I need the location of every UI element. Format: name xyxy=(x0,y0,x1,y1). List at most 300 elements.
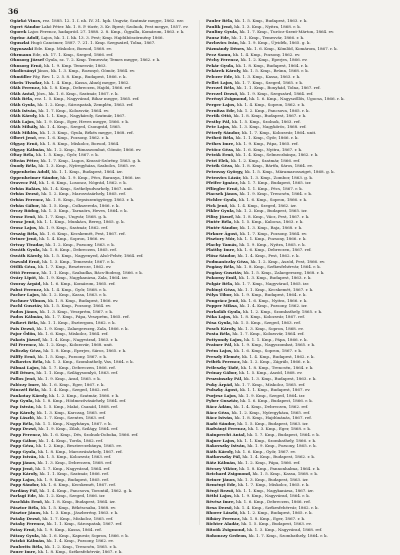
entry-name: Ortvay Tivadar, xyxy=(10,241,45,247)
entry-text: hk. 1. 7. Kmp., Pozsony, 1864. ev. xyxy=(238,230,307,236)
entry-name: Pikler Gyula, xyxy=(206,208,236,214)
entry-name: Pataky Ferencz, xyxy=(10,521,46,527)
entry-text: hk. 1. 7. Kmp., Pápa, Veszprém, 1865. ref. xyxy=(43,314,130,320)
entry-name: Pecz Samu, xyxy=(206,51,232,57)
entry-text: hk. 1. 7. Kmp., Szentes, 1863. ref. xyxy=(35,415,106,421)
entry-name: Páll Dénes, xyxy=(10,370,36,376)
entry-name: Purjesz Lajos, xyxy=(206,392,238,398)
entry-name: Rhorer László, xyxy=(206,510,239,516)
entry-name: Oláh Lajos, xyxy=(10,118,36,124)
entry-name: Pethes Imre, xyxy=(206,141,235,147)
entry-name: Pogány Béla, xyxy=(206,264,236,270)
entry-text: hk. 1. 9. Kmp., Nagyszombat, 1865. r. k. xyxy=(232,342,316,348)
entry-name: Pausz Ede, xyxy=(206,34,231,40)
entry-name: Pap László, xyxy=(10,415,36,421)
entry-text: hk. 1. 1. Kmp., Szilágysomlyó, 1863. ref. xyxy=(35,370,119,376)
entry-text: hk. 1. 2. Kmp., Nyíregyháza, 1865. ref. xyxy=(230,409,311,415)
entry-text: hk. 1. 1. Kmp., Esztergom, 1862. r. k. xyxy=(39,320,116,326)
entry-text: hk. 1. 8. Kmp., Debreczen, 1865. ref. xyxy=(41,247,117,253)
entry-name: Pruzsinszky Pál, xyxy=(206,376,243,381)
entry-text: hk. 1. 1. Kmp., Pápa, 1866. r. k. xyxy=(242,336,308,342)
entry-text: hk. 1. 7. Kmp., Turócz-Szent-Márton, 1864. ev. xyxy=(238,29,335,35)
entry-name: Ritoók Zsigmond, xyxy=(206,527,246,533)
entry-name: Olgyay Ernő, xyxy=(10,141,39,147)
entry-text: hk. 1. 9. Kmp., Nagykanizsa, Zala, 1864. izr. xyxy=(37,275,128,281)
entry-name: Pachner Vilmos, xyxy=(10,297,47,303)
entry-text: hk. 1. 8. Kmp., Bártfa, Sáros, 1864. ev. xyxy=(233,163,313,169)
entry-name: Paschkis Ernő, xyxy=(10,499,44,505)
entry-name: Pisztory Mór, xyxy=(206,236,236,242)
entry-text: hk. 1. 6. Kmp., Debreczen, 1866. ref. xyxy=(234,499,311,505)
entry-name: Reményi Ede, xyxy=(206,482,237,488)
entry-name: Preszly Elemér, xyxy=(206,353,241,359)
entry-text: hk. 1. 4. Kmp., Pozsony, 1862. ev. xyxy=(45,538,114,544)
entry-name: Orbán Gábor, xyxy=(10,202,41,208)
entry-name: Orbán Balázs, xyxy=(10,185,42,191)
entry-name: Pabst Ferencz, xyxy=(10,286,43,292)
entry-text: hk. 1. 8. Kmp., Budapest, 1864. izr. xyxy=(43,499,116,505)
entry-name: Pallos Jenő, xyxy=(10,376,37,381)
entry-name: Paulik Jenő, xyxy=(206,23,234,29)
entry-name: Ottó Ferencz, xyxy=(10,269,41,275)
entry-text: hk. 1. 4. Kmp., Torda, 1862. ref. xyxy=(37,437,104,443)
entry-text: hk. 1. 4. Kmp., Selmeczbánya, 1862. r. k. xyxy=(234,152,319,158)
entry-name: Prónay Gábor, xyxy=(206,370,238,376)
entry-name: Rácz Ádám, xyxy=(206,403,233,409)
entry-name: Olbert Jenő, xyxy=(10,135,38,141)
entry-text: hk. 1. 6. Kmp., Nyitra, 1866. r. k. xyxy=(239,297,308,303)
entry-name: Pesthy Pál, xyxy=(206,118,231,124)
entry-text: hk. 1. 7. Kmp., Lugos, Krassó-Szörény, 1863. g. k. xyxy=(39,157,142,163)
entry-text: hk. 1. 4. Kmp., Szeged, 1862. izr. xyxy=(228,202,297,208)
entry-text: hk. 1. 8. Kmp., Hódmezővásárhely, 1864. ref. xyxy=(33,398,127,404)
entry-text: hk. 1. 3. Kmp., Gyula, Békés megye, 1868. ref. xyxy=(38,129,134,135)
entry-name: Pete Lajos, xyxy=(206,124,231,130)
entry-name: Pásztor Béla, xyxy=(10,504,40,510)
entry-name: Petrovics Lázár, xyxy=(206,174,242,180)
entry-text: hk. 1. 4. Kmp., Sopron, 1866. ev. xyxy=(37,236,106,242)
entry-text: hk. 1. 2. Kmp., Trencsén, 1865. r. k. xyxy=(43,543,118,549)
entry-name: Puky Árpád, xyxy=(206,381,234,387)
entry-text: hk. 1. 8. Kmp., Sepsiszentgyörgy, 1863. r. k. xyxy=(44,197,135,202)
entry-text: hk. 1. 6. Kmp., Miskolcz, 1864. ref. xyxy=(36,331,109,337)
entry-name: Petri Elek, xyxy=(206,157,230,163)
entry-text: hk. 1. 4. Kmp., Kassa, Abaúj megye, 1862. xyxy=(42,79,130,85)
entry-text: hk. 1. 9. Kmp., Zilah, Szilágy, 1864. ref. xyxy=(37,426,119,432)
entry-text: hk. 1. 3. Kmp., Nagyvárad, 1868. ref. xyxy=(245,527,323,533)
entry-text: hk. 1. 9. Kmp., Pécs, Baranya, 1866. izr. xyxy=(59,174,141,180)
entry-text: hk. 1. 9. Kmp., Kassa, 1864. ref. xyxy=(35,527,102,533)
entry-name: Pokorny Emil, xyxy=(206,275,238,281)
entry-name: Podmaniczky Géza, xyxy=(206,258,250,264)
entry-name: Prileszky Tádé, xyxy=(206,364,240,370)
entry-name: Rajner Lajos, xyxy=(206,437,236,443)
entry-name: Ortner Jenő, xyxy=(10,236,38,242)
entry-text: Lajos, hk. 1. I. hk. 13. 3. Pest; Kmp. Hajdúböszörmény 1866. xyxy=(39,34,164,40)
entry-text: hk. 1. 7. Kmp., Kolozsvár, 1864. ev. xyxy=(37,107,110,113)
entry-text: hk. 1. 8. Kmp., Vácz, Pest, 1867. r. k. xyxy=(234,213,310,219)
entry-text: hk. 1. 2. Kmp., Aszód, Pest, 1866. ev. xyxy=(249,258,325,264)
entry-name: Parlagi Ede, xyxy=(10,493,38,499)
entry-name: Posch Károly, xyxy=(206,325,237,331)
entry-name: Oláh Miklós, xyxy=(10,129,39,135)
entry-text: hk. 1. 9. Kmp., Budapest, 1864. r. k. xyxy=(232,292,307,298)
entry-text: hk. 1. 2. Kmp., Szatmár, 1866. ref. xyxy=(229,157,301,163)
entry-text: hk. 1. 8. Kmp., Székesfehérvár, 1864. r. k. xyxy=(235,264,321,270)
entry-text: hk. 1. 8. Kmp., Pannonhalma, 1864. r. k. xyxy=(237,465,321,471)
entry-name: Radó Sándor, xyxy=(206,420,237,426)
entry-name: Petőcz Géza, xyxy=(206,146,235,152)
entry-text: hk. 1. 2. Kmp., Zágráb, 1866. r. k. xyxy=(241,359,311,365)
entry-name: Pásztor János, xyxy=(10,510,42,516)
entry-text: hk. 1. 1. Kmp., Nagykanizsa, 1867. izr. xyxy=(234,487,314,493)
entry-name: Okolicsányi xyxy=(10,68,37,74)
entry-name: Porkoláb Gyula, xyxy=(206,308,242,314)
entry-text: hk. 1. 2. Kmp., Szatmár, 1866. r. k. xyxy=(47,392,120,398)
entry-text: Hugó Cancimer, 1887. 7. 21. 1. Kmp. Szegszárd, Tolna, 1867. xyxy=(29,40,156,46)
entry-text: hk. 1. 9. Kmp., Eger, Heves megye, 1866. r. k. xyxy=(35,118,130,124)
entry-name: Pálmai Lajos, xyxy=(10,364,40,370)
entry-text: hk. 1. 7. Kmp., Miskolcz, 1865. ref. xyxy=(41,515,114,521)
entry-name: Rácz Géza, xyxy=(206,409,231,415)
entry-text: hk. 1. 5. Kmp., Nagyenyed, Alsó-Fehér, 1864. ref. xyxy=(42,252,144,258)
entry-name: Pintér Béla, xyxy=(206,219,233,225)
entry-name: Pirkner Ágost, xyxy=(206,230,239,236)
entry-name: Paliczky Géza, xyxy=(10,348,42,354)
entry-name: Pellet Lajos, xyxy=(206,79,234,85)
entry-name: Oláh Mihály, xyxy=(10,124,39,130)
entry-text: rez. 1885. 12. 1. I. nh. IV. 31. hpk. Ungvár, Szatmár megye, 1862. ezr. xyxy=(41,18,184,23)
entry-text: hk. 1. 3. Kmp., Tarnaörs, Heves, 1864. r. k. xyxy=(39,208,128,214)
entry-name: Pyber Gusztáv, xyxy=(206,398,239,404)
entry-name: Péchy Ferencz, xyxy=(206,57,240,63)
entry-name: Perczel Béla, xyxy=(206,85,236,91)
entry-text: hk. 1. 8. Kmp., Marosvásárhely, 1867. ref. xyxy=(36,448,123,454)
entry-text: hk. 1. 8. Kmp., Budapest, 1864. r. k. xyxy=(234,62,309,68)
entry-text: hk. 1. 2. Kmp., Pápa, 1866. ref. xyxy=(236,459,301,465)
entry-name: Ozoray Árpád, xyxy=(10,280,42,286)
right-column xyxy=(206,18,394,538)
entry-text: hk. 1. 9. Kmp., Szegszárd, 1864. ref. xyxy=(238,90,314,96)
entry-name: Papp Jenő, xyxy=(10,465,34,471)
column-divider xyxy=(199,20,200,525)
entry-name: Pálffy Ernő, xyxy=(10,353,37,359)
entry-name: Olteán Péter, xyxy=(10,157,40,163)
entry-text: hk. 1. 7. Kmp., Miskolcz, 1865. ref. xyxy=(233,381,306,387)
entry-text: hk. 1. 1. Kmp., Kecskemét, 1867. r. k. xyxy=(236,286,314,292)
entry-text: hk. 1. 4. Kmp., Pancsova, Torontál, 1862. g. k. xyxy=(38,487,133,493)
entry-name: Ohnsorg József xyxy=(10,57,44,63)
entry-text: hk. 1. 1. Kmp., Győr, 1866. r. k. xyxy=(234,135,299,141)
entry-name: Pfliegler Ernő, xyxy=(206,185,239,191)
entry-text: hk. 1. 3. Kmp., Budapest, 1863. izr. xyxy=(236,476,309,482)
entry-text: hk. 1. 3. Kmp., Kassa, 1863. r. k. xyxy=(233,73,301,79)
entry-name: Rohonczy Gedeon, xyxy=(206,532,248,538)
entry-text: hk. 1. 7. Kmp., Budapest, 1865. izr. xyxy=(238,180,312,186)
entry-name: Révész Imre, xyxy=(206,499,235,505)
entry-text: hk. 1. 4. Kmp., Székesfehérvár, 1862. r. k. xyxy=(232,504,319,510)
entry-name: Papp István, xyxy=(10,454,38,460)
entry-name: Rácz István, xyxy=(206,415,234,421)
entry-name: Papp Gyula, xyxy=(10,448,37,454)
entry-name: Ogárkó Vincs, xyxy=(10,18,42,23)
entry-name: Oláh Gyula, xyxy=(10,101,37,107)
entry-text: hk. 1. 3. Kmp., Baja, 1868. r. k. xyxy=(238,224,303,230)
entry-name: Prainer Pál, xyxy=(206,342,233,348)
entry-text: hk. 1. 3. Kmp., Eger, 1868. r. k. xyxy=(246,426,312,432)
entry-name: Pick Jenő, xyxy=(206,202,229,208)
entry-name: Perger Lajos, xyxy=(206,101,236,107)
entry-text: hk. 1. 6. Kmp., Debreczen, 1867. ref. xyxy=(235,247,312,253)
entry-text: hk. 1. 1. Kmp., Munkács, Bereg, 1865. g. k. xyxy=(35,219,125,225)
entry-text: hk. 1. 3. Kmp., Temesvár, 1867. r. k. xyxy=(40,258,115,264)
entry-name: Ottlik Géza, xyxy=(10,264,37,270)
entry-text: hk. 1. 9. Kmp., Nagyvárad, 1864. r. k. xyxy=(232,493,310,499)
entry-text: hk. 1. 1. Kmp., Nagykároly, Szatmár, 1867. xyxy=(37,113,126,119)
entry-name: Pataky Dezső, xyxy=(10,515,42,521)
entry-name: Oszvald Ernő, xyxy=(10,258,41,264)
entry-name: Polgár Béla, xyxy=(206,280,234,286)
entry-text: hk. 1. 7. Kmp., Szeged, 1865. r. k. xyxy=(233,79,304,85)
entry-text: hk. 1. 8. Kmp., Hajdúnánás, 1867. ref. xyxy=(233,415,312,421)
entry-name: Polónyi Géza, xyxy=(206,286,237,292)
entry-text: hk. 1. 7. Kmp., Debreczen, 1866. ref. xyxy=(39,364,116,370)
entry-text: hk. 1. 6. Kmp., Eger, 1867. r. k. xyxy=(40,381,105,387)
entry-text: hk. 1. 4. Kmp., Szeged, Csongrád, 1865. xyxy=(38,124,122,130)
entry-text: hk. 1. 9. Kmp., Budapest, 1865. ref. xyxy=(35,476,109,482)
entry-text: hk. 1. 8. Kmp., Kolozsvár, 1867. ref. xyxy=(231,314,305,320)
entry-text: hk. 1. 4. Kmp., Győr, 1868. r. k. xyxy=(42,286,107,292)
entry-name: Palóczy Imre, xyxy=(10,381,41,387)
entry-text: hk. 1. 9. Kmp., Pápa, 1865. ref. xyxy=(234,141,299,147)
entry-name: Osváth Károly, xyxy=(10,252,43,258)
entry-name: Orosz Jenő, xyxy=(10,219,36,225)
entry-name: Pap Gyula, xyxy=(10,398,34,404)
entry-text: hk. 1. 5. Kmp., Pozsony, 1867. r. k. xyxy=(36,353,108,359)
entry-text: hk. 1. 5. Kmp., Szeged, 1863. ref. xyxy=(232,320,301,326)
entry-name: Pauliny Gyula, xyxy=(206,29,239,35)
entry-text: hk. 1. 2. Kmp., Kolozsvár, 1868. unit. xyxy=(37,342,114,348)
entry-text: hk. 1. 2. Kmp., Pancsova, 1865. r. k. xyxy=(235,107,310,113)
entry-text: hk. 1. 8. Kmp., Eperjes, Sáros, 1865. r. k. xyxy=(42,348,127,354)
entry-text: hk. 1. 6. Kmp., Nagyszőllős, Ugocsa, 1866. r. k. xyxy=(247,96,345,102)
entry-text: hk. 1. 5. Kmp., Szolnok, 1863. ref. xyxy=(230,118,301,124)
entry-text: hk. 1. 9. Kmp., Zalaegerszeg, Zala, 1866. r. k. xyxy=(35,325,129,331)
entry-name: Oláh Károly, xyxy=(10,113,38,119)
entry-name: Ohrmann xyxy=(10,51,32,57)
entry-text: hk. 1. 8. Kmp., Budapest, 1866. ev. xyxy=(46,297,119,303)
entry-text: hk. 1. 1. Kmp., Sárospatak, 1867. ref. xyxy=(45,521,123,527)
entry-name: Oláh Antal, xyxy=(10,90,36,96)
entry-name: Pfeifer Ignácz, xyxy=(206,180,239,186)
entry-text: hk. 1. 6. Kmp., Sopron, 1867. r. k. xyxy=(232,348,303,354)
entry-text: hk. 1. 6. Kmp., Kecskemét, Pest, 1867. ref. xyxy=(38,230,126,236)
entry-text: hk. 1. 2. Kmp., Beszterczebánya, 1865. ev. xyxy=(34,443,122,449)
entry-text: hk. 1. 1. Kmp., Szombathely, 1866. r. k. xyxy=(235,437,317,443)
entry-name: Pardány Pál, xyxy=(10,487,39,493)
entry-text: hk. 1. 3. Kmp., Szombathely, Vas, 1864. r. k. xyxy=(43,359,134,365)
entry-text: hk. 1. 7. Kmp., Ungvár, 1868. g. k. xyxy=(36,213,108,219)
entry-text: hk. 1. 5. Kmp., Csíkszereda, 1866. r. k. xyxy=(40,202,120,208)
entry-name: Pólya Tibor, xyxy=(206,292,233,298)
entry-name: Pauler Béla, xyxy=(206,18,234,23)
entry-name: Reichard Zsigmond, xyxy=(206,471,252,477)
entry-name: Ogorek xyxy=(10,29,27,35)
entry-text: hk. 1. 9. Kmp. Temesvár, 1863. xyxy=(42,62,107,68)
entry-text: hk. 1. 9. Kmp., Szatmár, 1862. ref. xyxy=(37,224,109,230)
entry-text: hk. 1. 1. Kmp., Pécs, 1867. r. k. xyxy=(238,185,303,191)
entry-name: Richter Aladár, xyxy=(206,521,240,527)
entry-name: Oláh Béla, xyxy=(10,96,34,102)
entry-name: Plósz Sándor, xyxy=(206,252,237,258)
entry-name: Réthi Lajos, xyxy=(206,493,233,499)
entry-name: Pacher Lajos, xyxy=(10,292,41,298)
entry-name: Perényi Zsigmond, xyxy=(206,96,248,102)
entry-name: Pottyondy Lajos, xyxy=(206,336,243,342)
entry-name: Pribék Ferencz, xyxy=(206,359,242,365)
entry-text: hk. 1. 4. Kmp., Budapest, 1862. r. k. xyxy=(241,454,316,460)
entry-name: Papp Gábor, xyxy=(10,437,38,443)
entry-name: Oláh István, xyxy=(10,107,38,113)
entry-name: Pados Kálmán, xyxy=(10,314,44,320)
entry-name: Ogert Sándor xyxy=(10,23,41,29)
entry-name: Pajor Ödön, xyxy=(10,331,37,337)
entry-text: hk. 1. 5. Kmp., Békéscsaba, 1868. ev. xyxy=(39,504,117,510)
entry-name: Oravecz Pál, xyxy=(10,180,38,186)
left-column xyxy=(10,18,198,555)
entry-name: Pánczél Béla, xyxy=(10,387,41,393)
entry-text: hk. 1. 2. Kmp., Rimaszombat, Gömör, 1866. ev. xyxy=(45,146,142,152)
entry-text: hk. 1. 7. Kmp., Szombathely, 1864. r. k. xyxy=(247,532,328,538)
entry-text: rez. 1. 6. Kmp., Pozsony, 1862. r. k. xyxy=(37,135,110,141)
entry-name: Posta Béla, xyxy=(206,331,232,337)
entry-name: Pap István, xyxy=(10,403,35,409)
entry-name: Pelczer Ede, xyxy=(206,73,234,79)
entry-name: Pakots József, xyxy=(10,336,42,342)
entry-name: Pachl Gusztáv, xyxy=(10,303,43,309)
entry-text: Lajos Ferencz, hadapród. 27. 1888. 2. 8. Kmp., Ógyalla, Komárom, 1863. r. k. xyxy=(26,29,185,35)
entry-text: hk. 1. 3. Kmp., Nyitra, 1868. r. k. xyxy=(233,23,301,29)
entry-name: Pavlovics Iván, xyxy=(206,40,240,46)
entry-name: Rakovszky István, xyxy=(206,443,247,449)
entry-name: Popper Miksa, xyxy=(206,303,239,309)
entry-name: Papp Géza, xyxy=(10,443,35,449)
entry-text: hk. 1. 1. Kmp., Nagybánya, 1867. r. k. xyxy=(33,420,112,426)
entry-text: hk. 1. 8. Kmp., Eger, 1867. r. k. xyxy=(240,515,306,521)
entry-name: Ónody Béla, xyxy=(10,163,38,169)
entry-name: Papp Károly, xyxy=(10,471,39,477)
entry-name: Pongrácz Jenő, xyxy=(206,297,240,303)
entry-text: hk. 1. 5. Kmp., Budapest, 1863. r. k. xyxy=(233,18,308,23)
entry-name: Ország Béla, xyxy=(10,230,39,236)
entry-name: Piacsek János, xyxy=(206,191,239,197)
entry-name: Pázmándy Dénes, xyxy=(206,45,246,51)
entry-text: rez. 1. 5. Kmp., Nagyvárad, Bihar megye, 1865. ref. xyxy=(33,96,140,102)
entry-name: Olgyay Kálmán, xyxy=(10,146,46,152)
entry-text: hk. 1. 4. Kmp., Debreczen, 1862. ref. xyxy=(232,403,309,409)
entry-name: Perczel Dezső, xyxy=(206,90,239,96)
entry-text: hk. 1. 2. Kmp., Szombathely, 1865. r. k. xyxy=(241,308,323,314)
entry-text: hk. 1. 5. Kmp., Budapest, 1863. izr. xyxy=(236,420,309,426)
entry-text: hk. 1. 5. Kmp., Makó, Csanád, 1868. ref. xyxy=(34,403,118,409)
entry-text: hk. 1. 6. Kmp., Nyitra, 1867. r. k. xyxy=(234,146,303,152)
entry-text: hk. 1. 2. Kmp., Kassa, 1863. r. k. xyxy=(40,292,107,298)
entry-text: hk. 1. 4. Kmp., Pozsony, 1862. ev. xyxy=(231,51,301,57)
entry-text: hk. 1. 7. Kmp., Kolozsvár, 1864. ref. xyxy=(231,331,305,337)
entry-text: hk. 1. 4. Kmp., Sopron, 1862. r. k. xyxy=(235,101,306,107)
entry-name: Oguszlai xyxy=(10,40,30,46)
entry-name: Oppenheim Adolf, xyxy=(10,169,51,175)
entry-text: hk. 1. 6. Kmp., Dés, Szolnok-Doboka, 1866. ref. xyxy=(41,431,139,437)
entry-text: hk. 1. 2. Kmp., Sárospatak, Zemplén, 1863. ref. xyxy=(36,101,134,107)
entry-text: hk. 1. 9. Kmp., Újvidék, 1865. g. k. xyxy=(239,40,311,46)
entry-text: hk. 1. 3. Kmp., Debreczen, 1868. ref. xyxy=(36,459,113,465)
entry-name: Palkovics Béla, xyxy=(10,359,44,365)
entry-name: Patzkó Kálmán, xyxy=(10,538,46,544)
entry-text: hk. 1. 3. Kmp., Zombor, 1863. g. k. xyxy=(241,174,314,180)
entry-name: Pósa Gyula, xyxy=(206,320,233,326)
entry-name: Osváth Gyula, xyxy=(10,247,42,253)
entry-name: Papp Lajos, xyxy=(10,476,36,482)
entry-text: hk. 1. 5. Kmp., Budapest, 1863. ev. xyxy=(239,521,312,527)
entry-name: Paulovits Béla, xyxy=(10,543,44,549)
entry-text: hk. 1. 2. Kmp., Marosvásárhely, 1865. ref. xyxy=(39,191,126,197)
entry-name: Orbán Dezső, xyxy=(10,191,40,197)
entry-text: hk. 1. 8. Kmp., Székesfehérvár, 1867. r. k. xyxy=(36,549,123,555)
entry-name: Pais Dezső, xyxy=(10,325,36,331)
entry-text: hk. 1. 5. Kmp., Kassa, 1868. r. k. xyxy=(251,471,319,477)
entry-text: hk. 1. 2. Kmp., Budapest, 1865. r. k. xyxy=(238,510,313,516)
entry-name: Ogynszaki xyxy=(10,45,34,51)
entry-text: hk. 1. 9. Kmp., Arad, 1865. r. k. xyxy=(36,376,101,381)
entry-text: hk. 1. 7. Kmp., Kolozsvár, 1864. unit. xyxy=(240,129,317,135)
entry-text: hk. 1. 7. Kmp., Budapest, 1864. r. k. xyxy=(245,431,320,437)
entry-name: Pekárek Károly, xyxy=(206,68,242,74)
entry-text: hk. 1. 6. Kmp., Sopron, 1866. r. k. xyxy=(237,197,308,202)
entry-name: Oppenheimer Sándor, xyxy=(10,174,60,180)
entry-name: Okrös Tivadar, xyxy=(10,79,43,85)
entry-text: hk. 1. 6. Kmp., Győr, 1867. ev. xyxy=(233,448,296,454)
entry-text: hk. 1. 6. Kmp., Kecskemét, 1867. ref. xyxy=(39,482,116,488)
list-item xyxy=(10,549,198,555)
entry-text: Ede. Kmp. Miskolcz, Borsod, 1868. ev. xyxy=(33,45,112,51)
entry-text: hk. 1. 7. Kmp., Miskolcz, 1865. r. k. xyxy=(236,482,310,488)
entry-text: hk. 1. 5. Kmp., Aszód, 1868. ev. xyxy=(237,370,303,376)
entry-text: hk. 1. 5. Kmp., Győr, 1867. r. k. xyxy=(34,152,99,158)
entry-text: János, hk. 1. 3. Kmp., Rozsnyó, Gömör, 1864. ev. xyxy=(36,68,135,74)
entry-name: Papp Sándor, xyxy=(10,482,40,488)
entry-name: Póka Lajos, xyxy=(206,314,232,320)
entry-text: hk. 1. 8. Kmp., Budapest, 1867. r. k. xyxy=(232,113,307,119)
entry-text: hk. 1. 1. Kmp., Pozsony, 1866. r. k. xyxy=(235,236,307,242)
entry-name: Platthy Imre, xyxy=(206,247,236,253)
entry-text: hk. 1. 7. Kmp., Nagyvárad, 1864. ref. xyxy=(33,465,111,471)
entry-text: hk. 1. 4. Kmp., Nagyvárad, 1863. r. k. xyxy=(41,336,119,342)
entry-text: hk. 1. 9. Kmp., Pozsony, 1865. r. k. xyxy=(246,443,317,449)
entry-text: hk. 1. 9. Kmp., Nyitra, 1865. r. k. xyxy=(237,241,306,247)
entry-text: hk. 1. 3. Kmp., Veszprém, 1867. r. k. xyxy=(38,308,114,314)
entry-text: hk. 1. 7. Kmp., Nagyvárad, 1865. izr. xyxy=(233,280,310,286)
entry-text: hk. 1. 2. Kmp., Szeged, 1866. izr. xyxy=(37,493,106,499)
entry-name: Ribáry Ferencz, xyxy=(206,515,241,521)
entry-text: hk. 1. 4. Kmp., Budapest, 1862. r. k. xyxy=(240,353,315,359)
entry-text: hk. 1. 4. Kmp., Szeged, 1862. ref. xyxy=(40,387,109,393)
entry-text: hk. 1. 2. Kmp., Pozsony, 1863. r. k. xyxy=(44,241,115,247)
entry-name: Pulszky Ágost, xyxy=(206,387,239,393)
entry-name: Prém Lajos, xyxy=(206,348,233,354)
entry-text: hk. 1. 3. Kmp., Budapest, 1863. r. k. xyxy=(237,275,312,281)
entry-name: Rainprecht Antal, xyxy=(206,431,246,437)
